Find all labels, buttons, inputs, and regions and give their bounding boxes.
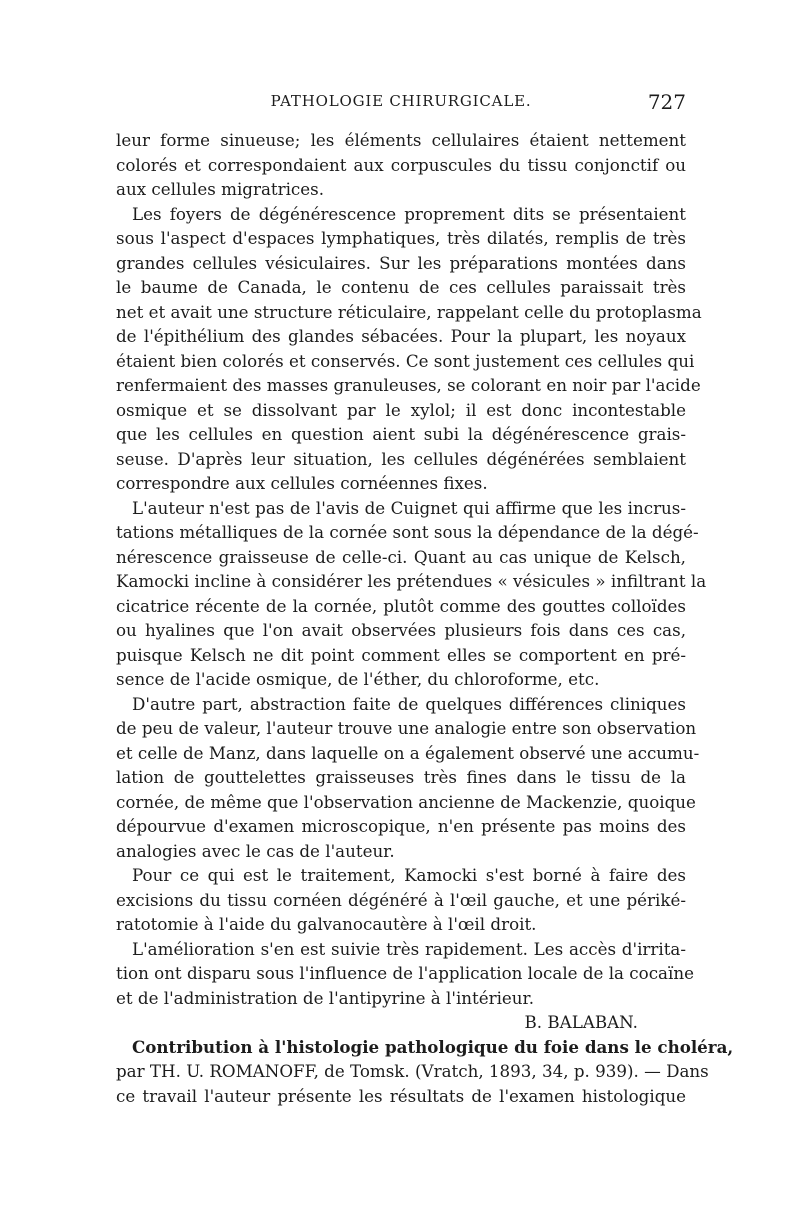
text-line: aux cellules migratrices. xyxy=(116,179,325,199)
text-line: renfermaient des masses granuleuses, se colorant en noir par l'acide xyxy=(116,375,701,395)
text-line: sous l'aspect d'espaces lymphatiques, très dilatés, remplis de très xyxy=(116,228,686,248)
text-line: cicatrice récente de la cornée, plutôt comme des gouttes colloïdes xyxy=(116,595,686,616)
text-line: de peu de valeur, l'auteur trouve une analogie entre son observation xyxy=(116,718,697,738)
text-line: L'auteur n'est pas de l'avis de Cuignet qui affirme que les incrus- xyxy=(132,497,686,518)
text-line: lation de gouttelettes graisseuses très fines dans le tissu de la xyxy=(116,767,686,787)
article-heading: Contribution à l'histologie pathologique du foie dans le choléra, xyxy=(132,1036,734,1057)
text-line: ce travail l'auteur présente les résultats de l'examen histologique xyxy=(116,1085,686,1106)
text-line: cornée, de même que l'observation ancienne de Mackenzie, quoique xyxy=(116,791,696,812)
text-line: de l'épithélium des glandes sébacées. Pour la plupart, les noyaux xyxy=(116,326,686,346)
page-number: 727 xyxy=(647,90,686,114)
text-line: tations métalliques de la cornée sont sous la dépendance de la dégé- xyxy=(116,522,699,542)
text-line: par TH. U. ROMANOFF, de Tomsk. (Vratch, 1893, 34, p. 939). — Dans xyxy=(116,1061,709,1081)
text-line: étaient bien colorés et conservés. Ce sont justement ces cellules qui xyxy=(116,350,695,371)
text-line: seuse. D'après leur situation, les cellules dégénérées semblaient xyxy=(116,448,686,469)
text-line: analogies avec le cas de l'auteur. xyxy=(116,840,395,861)
running-title: PATHOLOGIE CHIRURGICALE. xyxy=(270,92,532,110)
text-line: colorés et correspondaient aux corpuscules du tissu conjonctif ou xyxy=(116,154,686,175)
text-line: ratotomie à l'aide du galvanocautère à l'œil droit. xyxy=(116,914,537,934)
text-line: L'amélioration s'en est suivie très rapidement. Les accès d'irrita- xyxy=(132,938,686,959)
author-signature: B. BALABAN. xyxy=(524,1012,638,1032)
text-line: Kamocki incline à considérer les prétendues « vésicules » infiltrant la xyxy=(116,571,707,591)
text-line: puisque Kelsch ne dit point comment elles se comportent en pré- xyxy=(116,644,686,665)
text-line: le baume de Canada, le contenu de ces cellules paraissait très xyxy=(116,277,686,297)
text-line: Pour ce qui est le traitement, Kamocki s'est borné à faire des xyxy=(132,865,686,885)
text-line: et de l'administration de l'antipyrine à l'intérieur. xyxy=(116,987,534,1008)
running-head xyxy=(116,92,686,116)
text-line: grandes cellules vésiculaires. Sur les préparations montées dans xyxy=(116,252,686,273)
text-line: dépourvue d'examen microscopique, n'en présente pas moins des xyxy=(116,816,686,836)
text-line: net et avait une structure réticulaire, rappelant celle du protoplasma xyxy=(116,301,702,322)
text-line: ou hyalines que l'on avait observées plusieurs fois dans ces cas, xyxy=(116,620,686,640)
text-line: Les foyers de dégénérescence proprement dits se présentaient xyxy=(132,203,686,224)
text-line: nérescence graisseuse de celle-ci. Quant au cas unique de Kelsch, xyxy=(116,546,686,567)
text-line: correspondre aux cellules cornéennes fixes. xyxy=(116,473,488,493)
text-line: D'autre part, abstraction faite de quelques différences cliniques xyxy=(132,693,686,714)
text-line: sence de l'acide osmique, de l'éther, du chloroforme, etc. xyxy=(116,669,600,689)
text-line: leur forme sinueuse; les éléments cellulaires étaient nettement xyxy=(116,130,686,150)
body-text xyxy=(116,128,734,1108)
text-line: que les cellules en question aient subi la dégénérescence grais- xyxy=(116,424,686,444)
text-line: osmique et se dissolvant par le xylol; il est donc incontestable xyxy=(116,399,686,420)
text-line: excisions du tissu cornéen dégénéré à l'œil gauche, et une périké- xyxy=(116,889,686,910)
text-line: et celle de Manz, dans laquelle on a également observé une accumu- xyxy=(116,742,700,763)
text-line: tion ont disparu sous l'influence de l'application locale de la cocaïne xyxy=(116,963,694,983)
